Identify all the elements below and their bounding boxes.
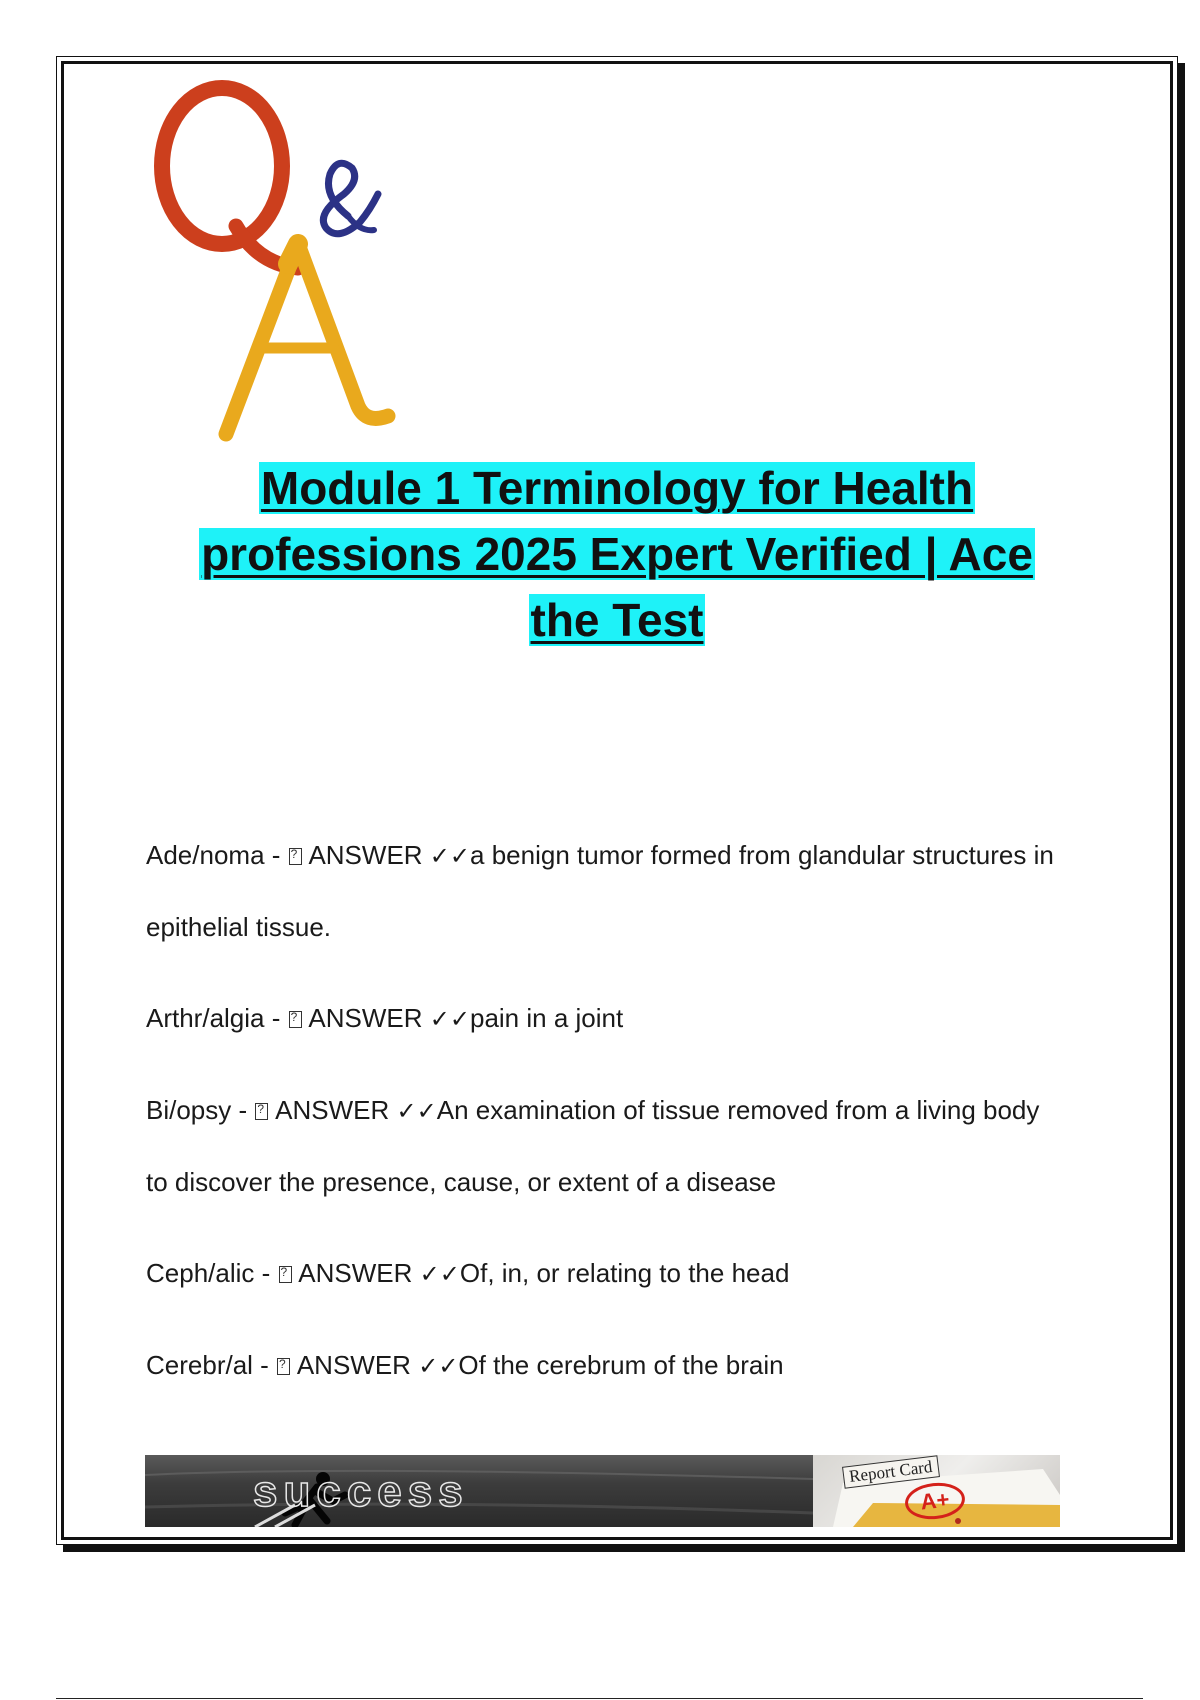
logo-a-letter — [226, 244, 388, 434]
grade-badge: A+ — [903, 1480, 966, 1522]
entry-answer: a benign tumor formed from glandular structures in epithelial tissue. — [146, 840, 1054, 942]
qa-list — [146, 820, 1066, 1422]
missing-glyph-icon — [289, 848, 302, 865]
logo-q-letter — [162, 88, 298, 268]
title-line-3: the Test — [530, 594, 704, 646]
answer-marker: ANSWER — [308, 840, 423, 870]
entry-answer: An examination of tissue removed from a living body to discover the presence, cause, or extent of a disease — [146, 1095, 1040, 1197]
entry-term: Ade/noma - — [146, 840, 288, 870]
qa-entry — [146, 820, 1066, 963]
missing-glyph-icon — [277, 1358, 290, 1375]
footer-banner — [145, 1455, 1060, 1527]
double-check-icon: ✓✓ — [419, 1260, 460, 1288]
answer-marker: ANSWER — [308, 1003, 423, 1033]
document-title — [120, 455, 1114, 653]
entry-answer: Of, in, or relating to the head — [459, 1258, 790, 1288]
report-card-label: Report Card — [842, 1455, 940, 1488]
entry-term: Bi/opsy - — [146, 1095, 255, 1125]
entry-term: Ceph/alic - — [146, 1258, 278, 1288]
q-and-a-logo-icon — [148, 76, 428, 452]
qa-entry — [146, 983, 1066, 1055]
double-check-icon: ✓✓ — [418, 1352, 459, 1380]
missing-glyph-icon — [255, 1103, 268, 1120]
title-line-1: Module 1 Terminology for Health — [260, 462, 974, 514]
title-line-2: professions 2025 Expert Verified | Ace — [201, 528, 1033, 580]
double-check-icon: ✓✓ — [396, 1097, 437, 1125]
missing-glyph-icon — [279, 1266, 292, 1283]
qa-entry — [146, 1330, 1066, 1402]
qa-entry — [146, 1238, 1066, 1310]
double-check-icon: ✓✓ — [429, 842, 471, 870]
entry-term: Arthr/algia - — [146, 1003, 288, 1033]
entry-answer: pain in a joint — [469, 1003, 624, 1033]
answer-marker: ANSWER — [275, 1095, 390, 1125]
success-word: success — [253, 1467, 469, 1516]
page-bottom-rule — [56, 1698, 1143, 1699]
report-card-image — [813, 1455, 1060, 1527]
double-check-icon: ✓✓ — [429, 1005, 470, 1033]
answer-marker: ANSWER — [298, 1258, 413, 1288]
logo-ampersand — [323, 163, 378, 234]
qa-entry — [146, 1075, 1066, 1218]
missing-glyph-icon — [289, 1011, 302, 1028]
entry-answer: Of the cerebrum of the brain — [458, 1350, 784, 1380]
success-banner-image — [145, 1455, 813, 1527]
entry-term: Cerebr/al - — [146, 1350, 277, 1380]
answer-marker: ANSWER — [296, 1350, 411, 1380]
